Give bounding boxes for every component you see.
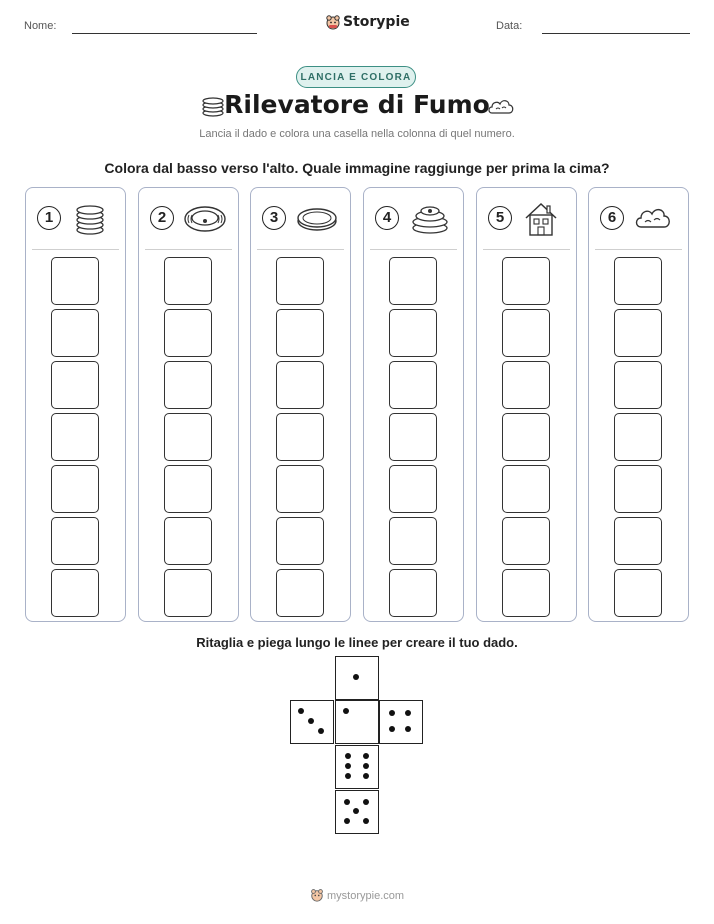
pip	[389, 710, 395, 716]
column-1	[25, 187, 126, 622]
name-label: Nome:	[24, 20, 57, 32]
pip	[298, 708, 304, 714]
color-box[interactable]	[614, 413, 662, 461]
pip	[344, 818, 350, 824]
pip	[353, 674, 359, 680]
pip	[389, 726, 395, 732]
color-box[interactable]	[614, 309, 662, 357]
color-box[interactable]	[164, 413, 212, 461]
color-box[interactable]	[502, 569, 550, 617]
color-box[interactable]	[51, 413, 99, 461]
color-box[interactable]	[276, 361, 324, 409]
pip	[353, 808, 359, 814]
pip	[363, 818, 369, 824]
pip	[405, 726, 411, 732]
color-box[interactable]	[276, 413, 324, 461]
color-box[interactable]	[164, 361, 212, 409]
column-number: 4	[375, 206, 399, 230]
divider	[595, 249, 682, 250]
column-number: 1	[37, 206, 61, 230]
color-box[interactable]	[502, 309, 550, 357]
pip	[363, 773, 369, 779]
name-line[interactable]	[72, 33, 257, 34]
color-box[interactable]	[51, 309, 99, 357]
color-box[interactable]	[164, 517, 212, 565]
color-box[interactable]	[51, 569, 99, 617]
die-face-4	[379, 700, 423, 744]
pip	[308, 718, 314, 724]
divider	[257, 249, 344, 250]
column-3	[250, 187, 351, 622]
color-box[interactable]	[164, 309, 212, 357]
color-box[interactable]	[502, 413, 550, 461]
subtitle: Lancia il dado e colora una casella nella colonna di quel numero.	[199, 128, 515, 140]
die-face-1	[335, 656, 379, 700]
divider	[370, 249, 457, 250]
die-face-1	[335, 700, 379, 744]
coin-stack-icon	[72, 201, 108, 237]
pip	[345, 763, 351, 769]
column-4	[363, 187, 464, 622]
footer-url[interactable]: mystorypie.com	[327, 890, 405, 902]
color-box[interactable]	[389, 361, 437, 409]
cloud-icon	[633, 201, 675, 237]
pip	[345, 773, 351, 779]
pip	[363, 753, 369, 759]
coin-icon	[295, 201, 339, 237]
footer	[0, 888, 714, 902]
color-box[interactable]	[389, 569, 437, 617]
divider	[32, 249, 119, 250]
color-box[interactable]	[502, 257, 550, 305]
color-box[interactable]	[614, 517, 662, 565]
color-box[interactable]	[164, 465, 212, 513]
pip	[318, 728, 324, 734]
page-title: Rilevatore di Fumo	[224, 90, 490, 119]
divider	[145, 249, 232, 250]
color-box[interactable]	[51, 257, 99, 305]
activity-badge: LANCIA E COLORA	[296, 66, 416, 88]
storypie-mascot-icon	[325, 14, 341, 30]
column-number: 2	[150, 206, 174, 230]
color-box[interactable]	[164, 257, 212, 305]
column-number: 6	[600, 206, 624, 230]
color-box[interactable]	[164, 569, 212, 617]
pip	[345, 753, 351, 759]
color-box[interactable]	[389, 309, 437, 357]
stacked-detector-icon	[408, 201, 452, 237]
die-face-6	[335, 745, 379, 789]
color-box[interactable]	[276, 569, 324, 617]
color-box[interactable]	[389, 517, 437, 565]
color-box[interactable]	[614, 361, 662, 409]
color-box[interactable]	[276, 309, 324, 357]
color-box[interactable]	[276, 465, 324, 513]
color-box[interactable]	[502, 361, 550, 409]
pip	[343, 708, 349, 714]
pip	[363, 763, 369, 769]
brand-name: Storypie	[343, 14, 410, 30]
color-box[interactable]	[276, 257, 324, 305]
color-box[interactable]	[502, 465, 550, 513]
pip	[363, 799, 369, 805]
color-box[interactable]	[389, 257, 437, 305]
color-box[interactable]	[389, 413, 437, 461]
color-box[interactable]	[614, 569, 662, 617]
color-box[interactable]	[389, 465, 437, 513]
divider	[483, 249, 570, 250]
die-net	[290, 656, 426, 836]
column-2	[138, 187, 239, 622]
column-number: 3	[262, 206, 286, 230]
smoke-cloud-icon	[486, 96, 516, 118]
cut-instruction: Ritaglia e piega lungo le linee per creare il tuo dado.	[196, 635, 518, 650]
storypie-mascot-icon	[310, 888, 324, 902]
color-box[interactable]	[51, 517, 99, 565]
color-box[interactable]	[614, 465, 662, 513]
color-box[interactable]	[51, 361, 99, 409]
instruction: Colora dal basso verso l'alto. Quale immagine raggiunge per prima la cima?	[104, 160, 610, 176]
die-face-3	[290, 700, 334, 744]
column-5	[476, 187, 577, 622]
pip	[344, 799, 350, 805]
column-number: 5	[488, 206, 512, 230]
die-face-5	[335, 790, 379, 834]
pip	[405, 710, 411, 716]
column-6	[588, 187, 689, 622]
color-box[interactable]	[51, 465, 99, 513]
date-line[interactable]	[542, 33, 690, 34]
color-box[interactable]	[614, 257, 662, 305]
color-box[interactable]	[502, 517, 550, 565]
color-box[interactable]	[276, 517, 324, 565]
house-icon	[523, 201, 559, 237]
smoke-detector-icon	[183, 201, 227, 237]
date-label: Data:	[496, 20, 523, 32]
